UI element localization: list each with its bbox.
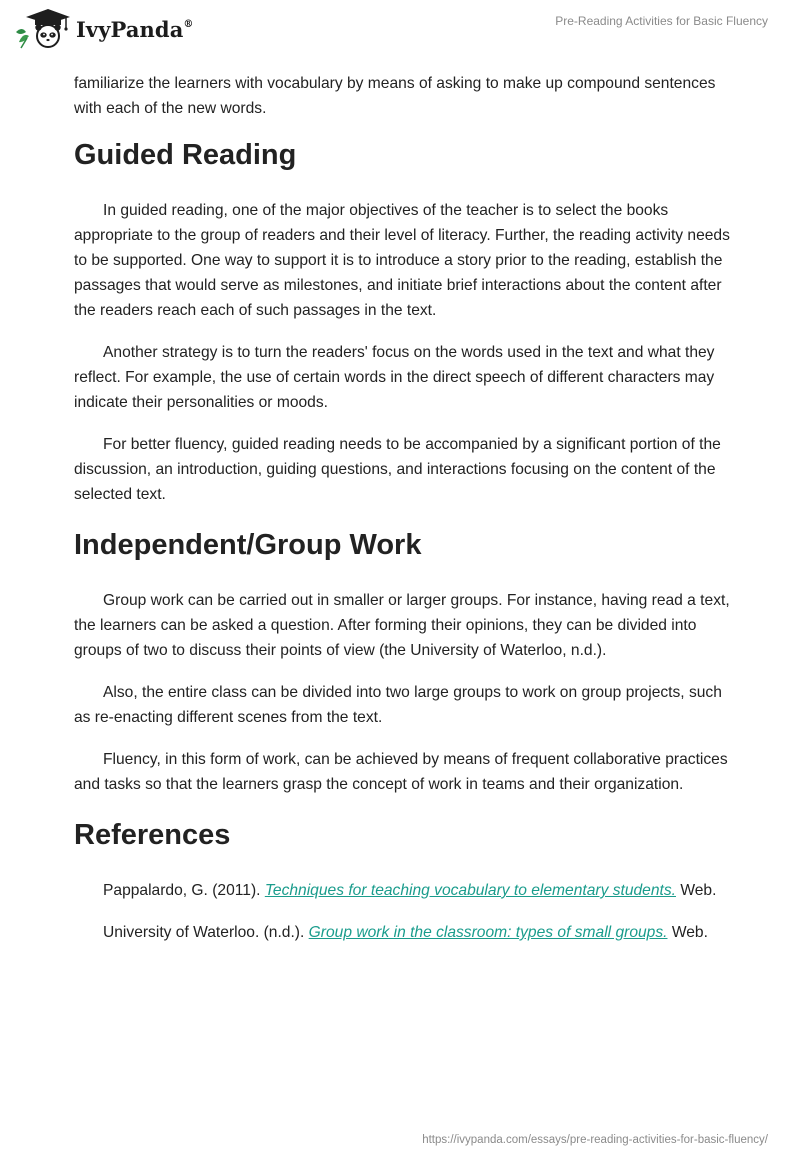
reference-citation: University of Waterloo. (n.d.).	[103, 924, 309, 941]
section-heading-references: References	[74, 819, 231, 851]
brand-name: IvyPanda®	[76, 16, 194, 42]
reference-item	[74, 878, 734, 903]
intro-paragraph: familiarize the learners with vocabulary by means of asking to make up compound sentences with each of the new words.	[74, 75, 716, 117]
paragraph: Another strategy is to turn the readers' focus on the words used in the text and what they reflect. For example, the use of certain words in the direct speech of different characters may indicate their personalities or moods.	[74, 344, 715, 411]
reference-citation: Pappalardo, G. (2011).	[103, 882, 265, 899]
reference-link[interactable]: Group work in the classroom: types of small groups.	[308, 924, 668, 941]
page-url: https://ivypanda.com/essays/pre-reading-activities-for-basic-fluency/	[422, 1134, 768, 1146]
reference-item	[74, 920, 734, 945]
paragraph: Fluency, in this form of work, can be achieved by means of frequent collaborative practices and tasks so that the learners grasp the concept of work in teams and their organization.	[74, 751, 728, 793]
reference-suffix: Web.	[667, 924, 708, 941]
paragraph: Also, the entire class can be divided into two large groups to work on group projects, such as re-enacting different scenes from the text.	[74, 684, 722, 726]
panda-graduate-icon	[14, 8, 72, 50]
paragraph: For better fluency, guided reading needs to be accompanied by a significant portion of the discussion, an introduction, guiding questions, and interactions focusing on the content of the selected text.	[74, 436, 721, 503]
paragraph: In guided reading, one of the major objectives of the teacher is to select the books appropriate to the group of readers and their level of literacy. Further, the reading activity needs to be supported. One way to support it is to introduce a story prior to the reading, establish the passages that would serve as milestones, and initiate brief interactions about the content after the readers reach each of such passages in the text.	[74, 202, 730, 319]
article-body	[74, 71, 734, 962]
ivypanda-logo[interactable]	[14, 8, 194, 50]
reference-link[interactable]: Techniques for teaching vocabulary to elementary students.	[264, 882, 676, 899]
section-heading-group-work: Independent/Group Work	[74, 529, 422, 561]
paragraph: Group work can be carried out in smaller or larger groups. For instance, having read a text, the learners can be asked a question. After forming their opinions, they can be divided into groups of two to discuss their points of view (the University of Waterloo, n.d.).	[74, 592, 730, 659]
reference-suffix: Web.	[675, 882, 717, 899]
page-header	[0, 0, 800, 60]
section-heading-guided-reading: Guided Reading	[74, 139, 297, 171]
document-title: Pre-Reading Activities for Basic Fluency	[555, 14, 768, 28]
